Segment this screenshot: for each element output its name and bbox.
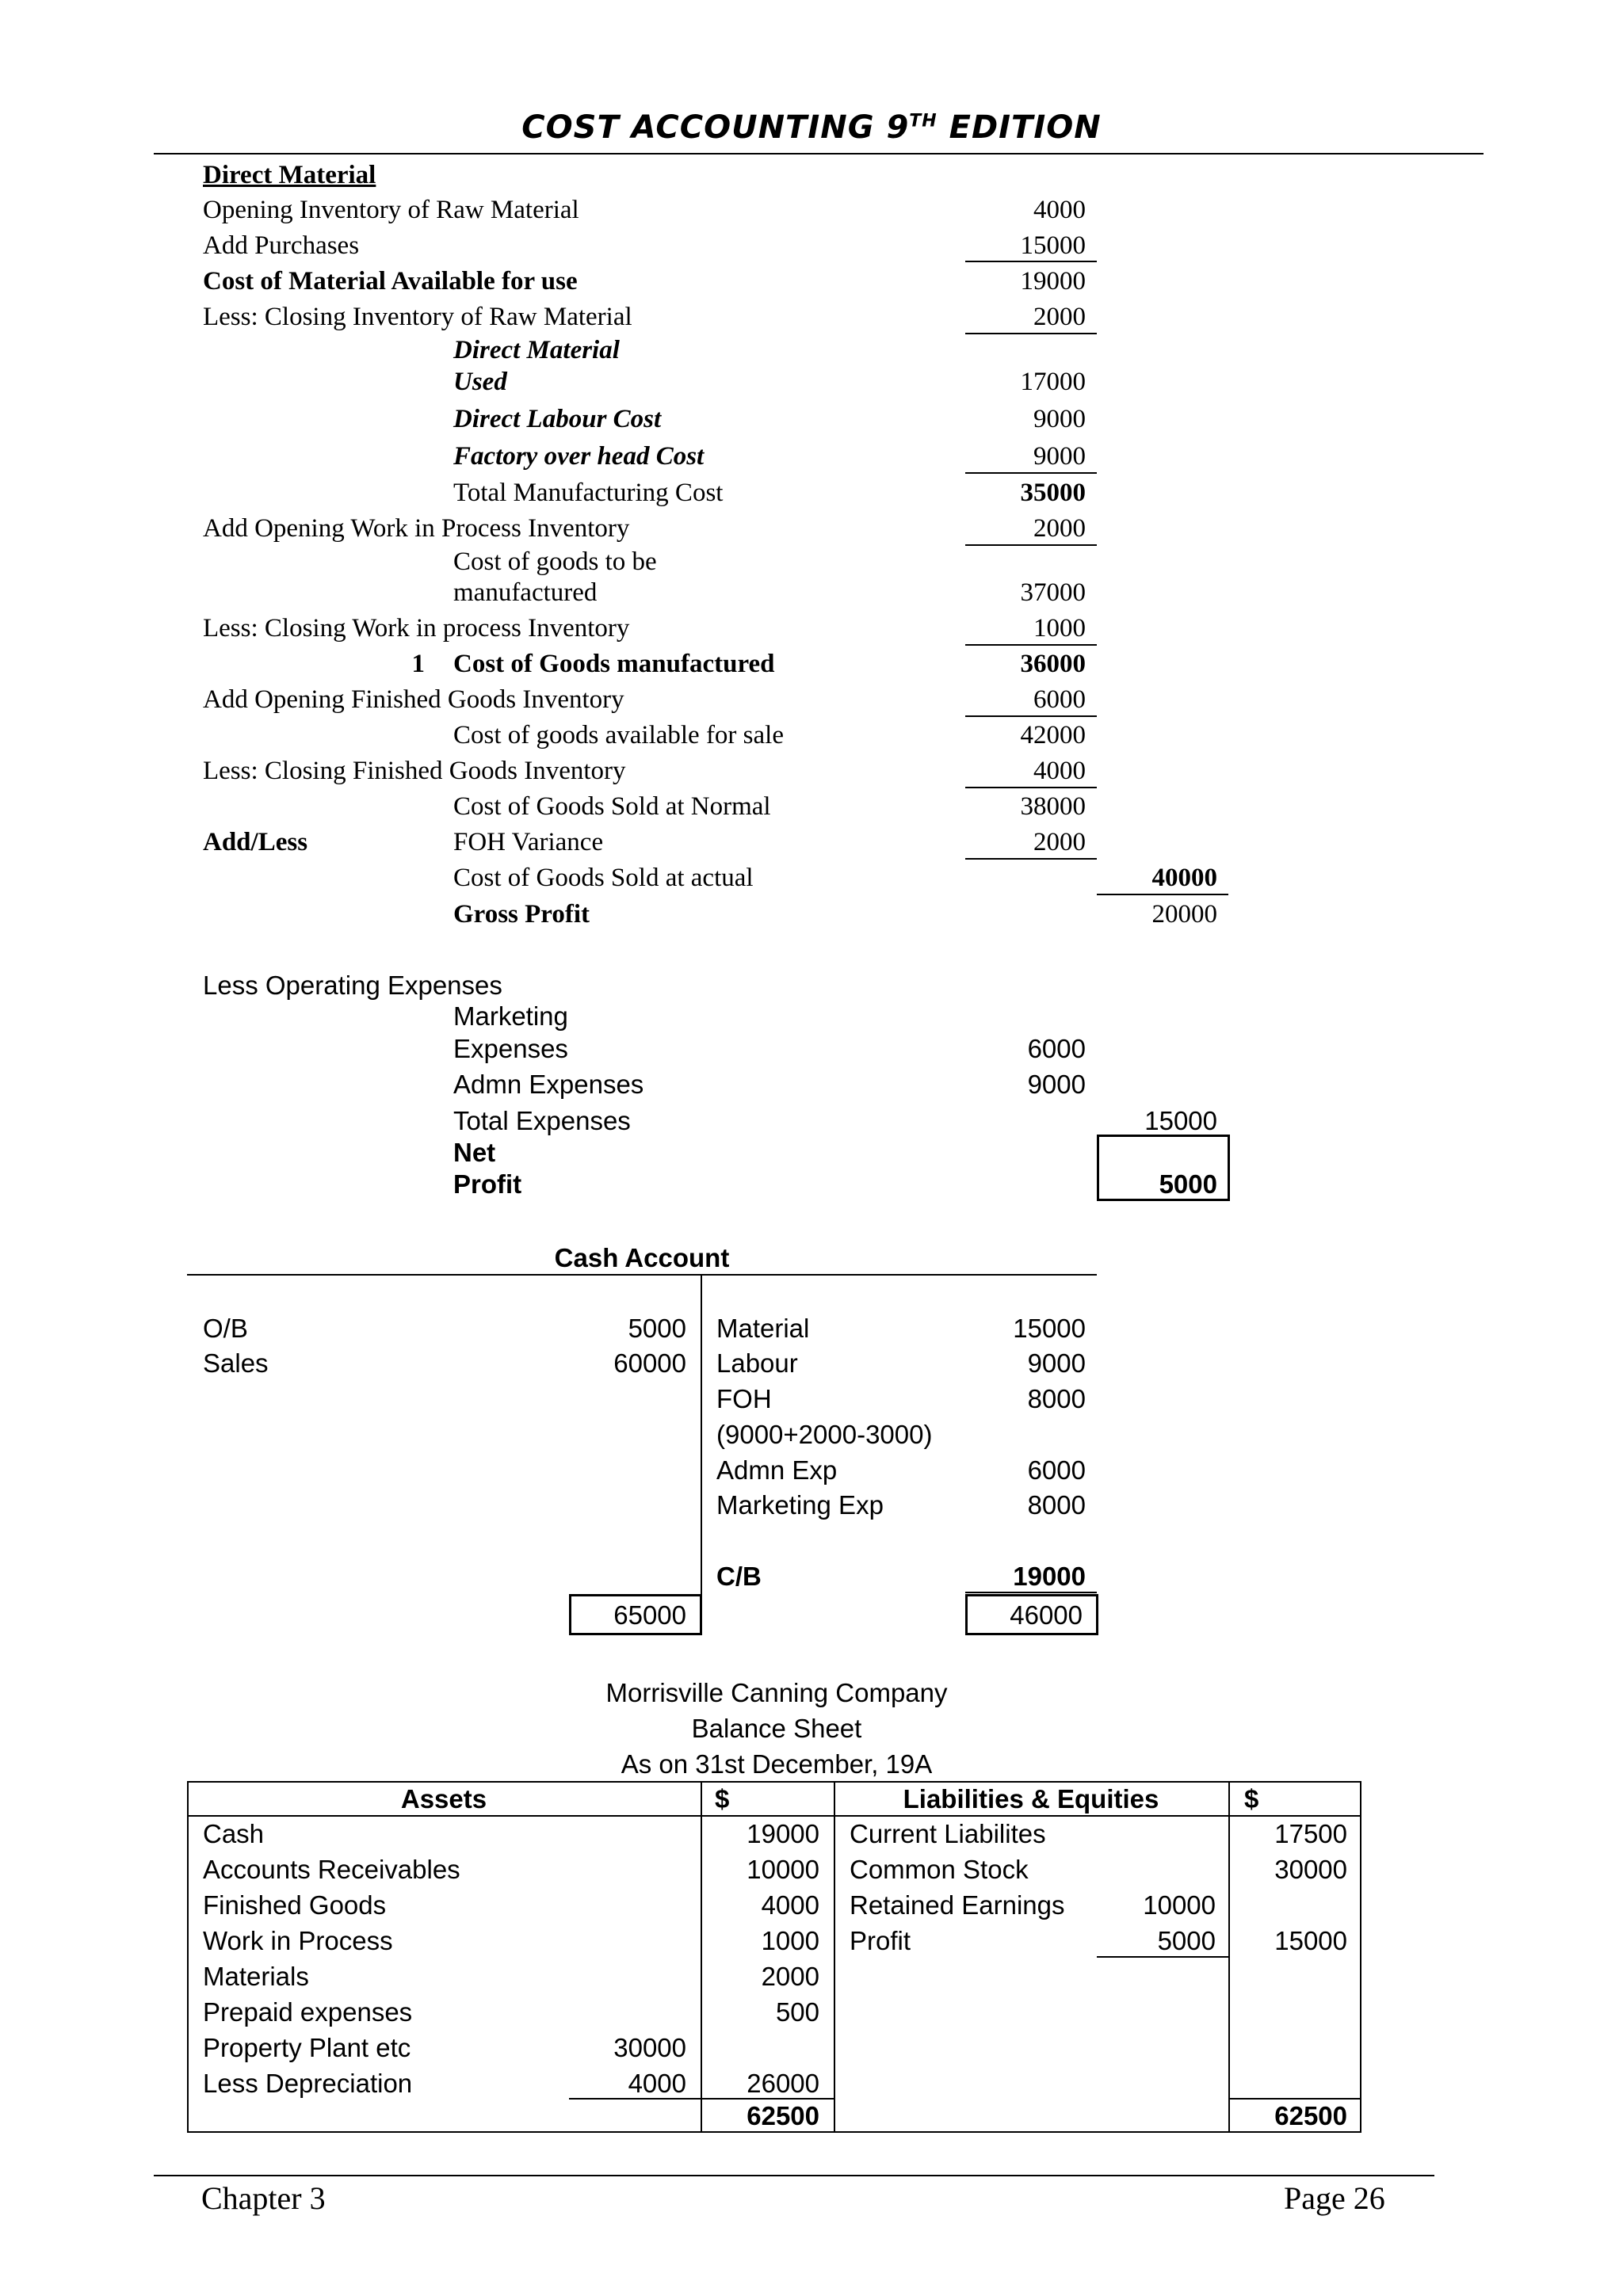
admn-expenses-label: Admn Expenses [453, 1070, 644, 1099]
underline-cgs-actual [1097, 894, 1228, 895]
asset-materials-label: Materials [203, 1962, 309, 1991]
gross-profit-value: 20000 [1151, 900, 1217, 929]
asset-finished-goods-label: Finished Goods [203, 1890, 387, 1920]
cash-credit-foh-label: FOH [716, 1384, 772, 1413]
asset-property-sub: 30000 [613, 2033, 686, 2062]
balance-header-dollar-1: $ [715, 1784, 730, 1814]
direct-material-heading: Direct Material [203, 161, 376, 189]
liab-current-label: Current Liabilites [850, 1819, 1046, 1848]
cash-credit-total: 46000 [1010, 1600, 1083, 1630]
row-closing-raw-material-label: Less: Closing Inventory of Raw Material [203, 303, 632, 331]
goods-available-sale-value: 42000 [1020, 721, 1086, 749]
factory-overhead-label: Factory over head Cost [453, 442, 705, 471]
liab-retained-earnings-sub: 10000 [1143, 1890, 1216, 1920]
cash-credit-admn-value: 6000 [1027, 1455, 1086, 1485]
opening-wip-value: 2000 [1033, 514, 1086, 543]
assets-total-rule [701, 2098, 834, 2100]
gross-profit-label: Gross Profit [453, 900, 590, 929]
cost-to-be-manufactured-line1: Cost of goods to be [453, 547, 657, 576]
operating-expenses-label: Less Operating Expenses [203, 971, 502, 1000]
row-add-purchases-label: Add Purchases [203, 231, 360, 260]
cash-credit-admn-label: Admn Exp [716, 1455, 838, 1485]
cash-closing-balance-label: C/B [716, 1562, 762, 1591]
asset-materials-value: 2000 [761, 1962, 819, 1991]
asset-wip-value: 1000 [761, 1926, 819, 1955]
cash-debit-ob-value: 5000 [628, 1314, 686, 1343]
cash-credit-marketing-value: 8000 [1027, 1490, 1086, 1520]
factory-overhead-value: 9000 [1033, 442, 1086, 471]
footer-rule [154, 2175, 1434, 2176]
balance-sheet-title: Balance Sheet [691, 1714, 862, 1743]
cash-debit-sales-label: Sales [203, 1348, 269, 1378]
asset-wip-label: Work in Process [203, 1926, 393, 1955]
cash-account-title: Cash Account [554, 1243, 730, 1272]
liab-current-value: 17500 [1274, 1819, 1347, 1848]
liab-common-stock-label: Common Stock [850, 1855, 1029, 1884]
balance-header-assets: Assets [400, 1784, 487, 1814]
asset-prepaid-value: 500 [775, 1997, 819, 2027]
company-name: Morrisville Canning Company [605, 1678, 948, 1707]
asset-receivables-value: 10000 [747, 1855, 819, 1884]
cash-credit-labour-label: Labour [716, 1348, 798, 1378]
net-profit-label-line2: Profit [453, 1169, 522, 1199]
asset-cash-label: Cash [203, 1819, 265, 1848]
closing-wip-value: 1000 [1033, 614, 1086, 643]
page-title [0, 109, 1623, 146]
add-less-label: Add/Less [203, 828, 308, 856]
balance-col-divider-2 [834, 1781, 835, 2133]
asset-depreciation-label: Less Depreciation [203, 2069, 413, 2098]
closing-wip-label: Less: Closing Work in process Inventory [203, 614, 630, 643]
footer-chapter: Chapter 3 [201, 2180, 326, 2216]
balance-header-dollar-2: $ [1244, 1784, 1259, 1814]
underline-depreciation [569, 2098, 701, 2100]
underline-purchases [965, 261, 1097, 262]
row-material-available-label: Cost of Material Available for use [203, 267, 578, 296]
cgs-actual-value: 40000 [1151, 864, 1217, 892]
cash-credit-foh-formula: (9000+2000-3000) [716, 1420, 933, 1449]
title-tail: EDITION [937, 109, 1102, 146]
direct-labour-label: Direct Labour Cost [453, 405, 662, 433]
cash-credit-marketing-label: Marketing Exp [716, 1490, 884, 1520]
cost-to-be-manufactured-line2: manufactured [453, 578, 598, 607]
closing-fg-label: Less: Closing Finished Goods Inventory [203, 757, 626, 785]
marketing-expenses-value: 6000 [1027, 1034, 1086, 1063]
net-profit-label-line1: Net [453, 1138, 496, 1167]
cost-to-be-manufactured-value: 37000 [1020, 578, 1086, 607]
balance-header-liabilities: Liabilities & Equities [903, 1784, 1159, 1814]
opening-fg-label: Add Opening Finished Goods Inventory [203, 685, 624, 714]
dm-used-value: 17000 [1020, 368, 1086, 396]
total-manufacturing-value: 35000 [1020, 479, 1086, 507]
liab-profit-value: 15000 [1274, 1926, 1347, 1955]
net-profit-value: 5000 [1159, 1169, 1217, 1199]
liab-total: 62500 [1274, 2101, 1347, 2130]
row-opening-raw-material-label: Opening Inventory of Raw Material [203, 196, 579, 224]
title-main: COST ACCOUNTING 9 [521, 109, 910, 146]
asset-prepaid-label: Prepaid expenses [203, 1997, 413, 2027]
liab-profit-sub: 5000 [1157, 1926, 1216, 1955]
asset-depreciation-value: 26000 [747, 2069, 819, 2098]
cash-debit-ob-label: O/B [203, 1314, 248, 1343]
asset-property-label: Property Plant etc [203, 2033, 411, 2062]
cgm-number: 1 [411, 650, 425, 678]
cash-closing-balance-value: 19000 [1013, 1562, 1086, 1591]
total-expenses-label: Total Expenses [453, 1106, 631, 1135]
foh-variance-label: FOH Variance [453, 828, 604, 856]
underline-profit [1097, 1956, 1228, 1958]
underline-opening-fg [965, 715, 1097, 717]
admn-expenses-value: 9000 [1027, 1070, 1086, 1099]
underline-closing-wip [965, 644, 1097, 646]
title-superscript: TH [909, 111, 938, 132]
row-opening-raw-material-value: 4000 [1033, 196, 1086, 224]
closing-fg-value: 4000 [1033, 757, 1086, 785]
underline-foh [965, 472, 1097, 474]
liab-total-rule [1228, 2098, 1361, 2100]
cgs-normal-value: 38000 [1020, 792, 1086, 821]
underline-closing-fg [965, 787, 1097, 788]
marketing-expenses-line1: Marketing [453, 1001, 568, 1031]
goods-available-sale-label: Cost of goods available for sale [453, 721, 784, 749]
asset-cash-value: 19000 [747, 1819, 819, 1848]
marketing-expenses-line2: Expenses [453, 1034, 568, 1063]
row-material-available-value: 19000 [1020, 267, 1086, 296]
underline-foh-variance [965, 858, 1097, 860]
cash-account-divider [701, 1274, 702, 1635]
underline-cb [965, 1592, 1097, 1593]
total-expenses-value: 15000 [1144, 1106, 1217, 1135]
foh-variance-value: 2000 [1033, 828, 1086, 856]
cash-credit-foh-value: 8000 [1027, 1384, 1086, 1413]
opening-fg-value: 6000 [1033, 685, 1086, 714]
cgs-normal-label: Cost of Goods Sold at Normal [453, 792, 771, 821]
direct-labour-value: 9000 [1033, 405, 1086, 433]
liab-retained-earnings-label: Retained Earnings [850, 1890, 1065, 1920]
cgs-actual-label: Cost of Goods Sold at actual [453, 864, 754, 892]
cash-debit-total: 65000 [613, 1600, 686, 1630]
cash-credit-material-value: 15000 [1013, 1314, 1086, 1343]
cash-credit-material-label: Material [716, 1314, 810, 1343]
asset-depreciation-sub: 4000 [628, 2069, 686, 2098]
row-closing-raw-material-value: 2000 [1033, 303, 1086, 331]
cgm-value: 36000 [1020, 650, 1086, 678]
cgm-label: Cost of Goods manufactured [453, 650, 775, 678]
assets-total: 62500 [747, 2101, 819, 2130]
total-manufacturing-label: Total Manufacturing Cost [453, 479, 724, 507]
footer-page-number: Page 26 [1284, 2180, 1385, 2216]
header-rule [154, 153, 1484, 154]
asset-finished-goods-value: 4000 [761, 1890, 819, 1920]
cash-account-top-rule [187, 1274, 1097, 1276]
underline-closing-raw [965, 333, 1097, 334]
row-add-purchases-value: 15000 [1020, 231, 1086, 260]
underline-opening-wip [965, 544, 1097, 546]
liab-common-stock-value: 30000 [1274, 1855, 1347, 1884]
dm-used-label-line1: Direct Material [453, 336, 620, 364]
balance-sheet-date: As on 31st December, 19A [621, 1749, 933, 1779]
asset-receivables-label: Accounts Receivables [203, 1855, 460, 1884]
dm-used-label-line2: Used [453, 368, 507, 396]
balance-header-rule [187, 1815, 1361, 1817]
cash-debit-sales-value: 60000 [613, 1348, 686, 1378]
cash-credit-labour-value: 9000 [1027, 1348, 1086, 1378]
liab-profit-label: Profit [850, 1926, 911, 1955]
opening-wip-label: Add Opening Work in Process Inventory [203, 514, 630, 543]
